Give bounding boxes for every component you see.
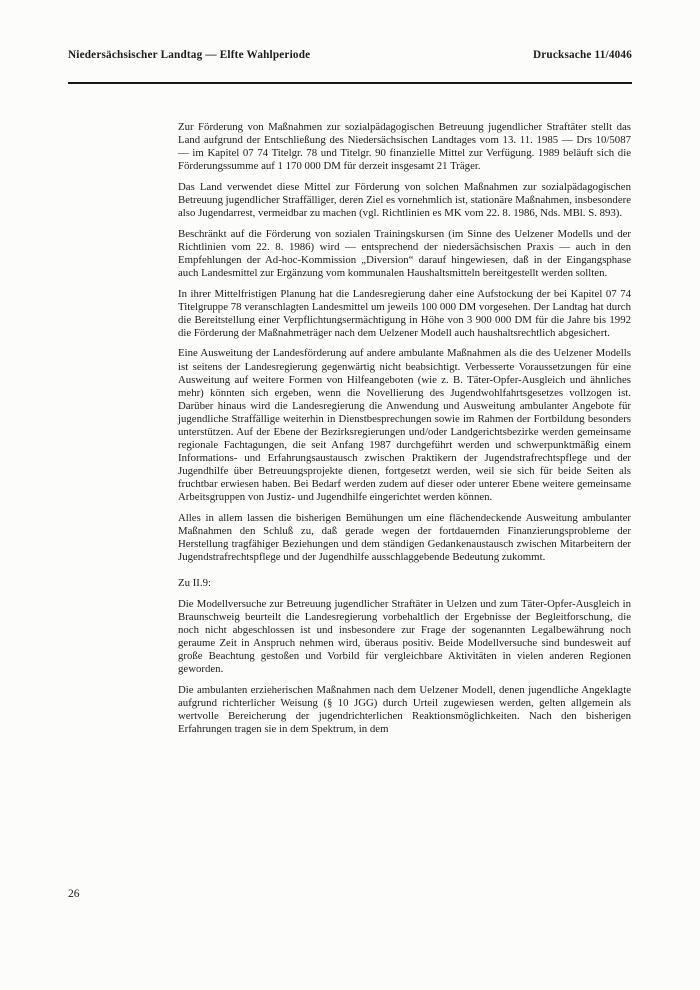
- header-rule: [68, 82, 632, 84]
- page-number: 26: [68, 888, 80, 900]
- paragraph-4: In ihrer Mittelfristigen Planung hat die Landesregierung daher eine Aufstockung der bei Kapitel 07 74 Titelgruppe 78 veranschlagten Landesmittel um jeweils 100 000 DM vorgesehen. Der Landtag hat durch die Bereitstellung einer Verpflichtungsermächtigung in Höhe von 3 900 000 DM für die Jahre bis 1992 die Förderung der Maßnahmeträger nach dem Uelzener Modell auch haushaltsrechtlich abgesichert.: [178, 287, 631, 339]
- header-docnumber-right: Drucksache 11/4046: [532, 49, 632, 61]
- document-text-block: [178, 121, 631, 744]
- paragraph-3: Beschränkt auf die Förderung von sozialen Trainingskursen (im Sinne des Uelzener Modells und der Richtlinien vom 22. 8. 1986) wird — entsprechend der niedersächsischen Praxis — auch in den Empfehlungen der Ad-hoc-Kommission „Diversion“ darauf hingewiesen, daß in der Eingangsphase auch Landesmittel zur Ergänzung vom kommunalen Haushaltsmitteln bereitgestellt werden sollten.: [178, 227, 631, 279]
- page-header: [68, 49, 632, 61]
- section-heading: Zu II.9:: [178, 577, 211, 590]
- paragraph-7: Die Modellversuche zur Betreuung jugendlicher Straftäter in Uelzen und zum Täter-Opfer-Ausgleich in Braunschweig beurteilt die Landesregierung vorbehaltlich der Ergebnisse der Begleitforschung, die noch nicht abgeschlossen ist und insbesondere zur Frage der sogenannten Legalbewährung noch geraume Zeit in Anspruch nehmen wird, überaus positiv. Beide Modellversuche sind bundesweit auf große Beachtung gestoßen und Vorbild für vergleichbare Aktivitäten in vielen anderen Regionen geworden.: [178, 598, 631, 676]
- header-title-left: Niedersächsischer Landtag — Elfte Wahlperiode: [68, 49, 311, 61]
- paragraph-8: Die ambulanten erzieherischen Maßnahmen nach dem Uelzener Modell, denen jugendliche Angeklagte aufgrund richterlicher Weisung (§ 10 JGG) durch Urteil zugewiesen werden, gelten allgemein als wertvolle Bereicherung der jugendrichterlichen Reaktionsmöglichkeiten. Nach den bisherigen Erfahrungen tragen sie in dem Spektrum, in dem: [178, 684, 631, 736]
- paragraph-1: Zur Förderung von Maßnahmen zur sozialpädagogischen Betreuung jugendlicher Straftäter stellt das Land aufgrund der Entschließung des Niedersächsischen Landtages vom 13. 11. 1985 — Drs 10/5087 — im Kapitel 07 74 Titelgr. 78 und Titelgr. 90 finanzielle Mittel zur Verfügung. 1989 beläuft sich die Förderungssumme auf 1 170 000 DM für derzeit insgesamt 21 Träger.: [178, 121, 631, 173]
- paragraph-5: Eine Ausweitung der Landesförderung auf andere ambulante Maßnahmen als die des Uelzener Modells ist seitens der Landesregierung gegenwärtig nicht beabsichtigt. Verbesserte Voraussetzungen für eine Ausweitung auf weitere Formen von Hilfeangeboten (wie z. B. Täter-Opfer-Ausgleich und ähnliches mehr) könnten sich ergeben, wenn die Novellierung des Jugendwohlfahrtsgesetzes vollzogen ist. Darüber hinaus wird die Landesregierung die Anwendung und Ausweitung ambulanter Angebote für jugendliche Straffällige weiterhin in Dienstbesprechungen sowie im Rahmen der Fortbildung besonders unterstützen. Auf der Ebene der Bezirksregierungen und/oder Landgerichtsbezirke werden gemeinsame regionale Fachtagungen, die seit Anfang 1987 durchgeführt werden und schwerpunktmäßig einem Informations- und Erfahrungsaustausch zwischen Praktikern der Jugendstrafrechtspflege und der Jugendhilfe über Betreuungsprojekte dienen, fortgesetzt werden, weil sie sich für beide Seiten als fruchtbar erwiesen haben. Bei Bedarf werden zudem auf dieser oder unterer Ebene weitere gemeinsame Arbeitsgruppen von Justiz- und Jugendhilfe eingerichtet werden können.: [178, 347, 631, 504]
- paragraph-6: Alles in allem lassen die bisherigen Bemühungen um eine flächendeckende Ausweitung ambulanter Maßnahmen den Schluß zu, daß gerade wegen der fortdauernden Finanzierungsprobleme der Herstellung tragfähiger Beziehungen und dem ständigen Gedankenaustausch zwischen Mitarbeitern der Jugendstrafrechtspflege und der Jugendhilfe ausschlaggebende Bedeutung zukommt.: [178, 512, 631, 564]
- paragraph-2: Das Land verwendet diese Mittel zur Förderung von solchen Maßnahmen zur sozialpädagogischen Betreuung jugendlicher Straffälliger, deren Ziel es vornehmlich ist, stationäre Maßnahmen, insbesondere also Jugendarrest, vermeidbar zu machen (vgl. Richtlinien es MK vom 22. 8. 1986, Nds. MBl. S. 893).: [178, 180, 631, 220]
